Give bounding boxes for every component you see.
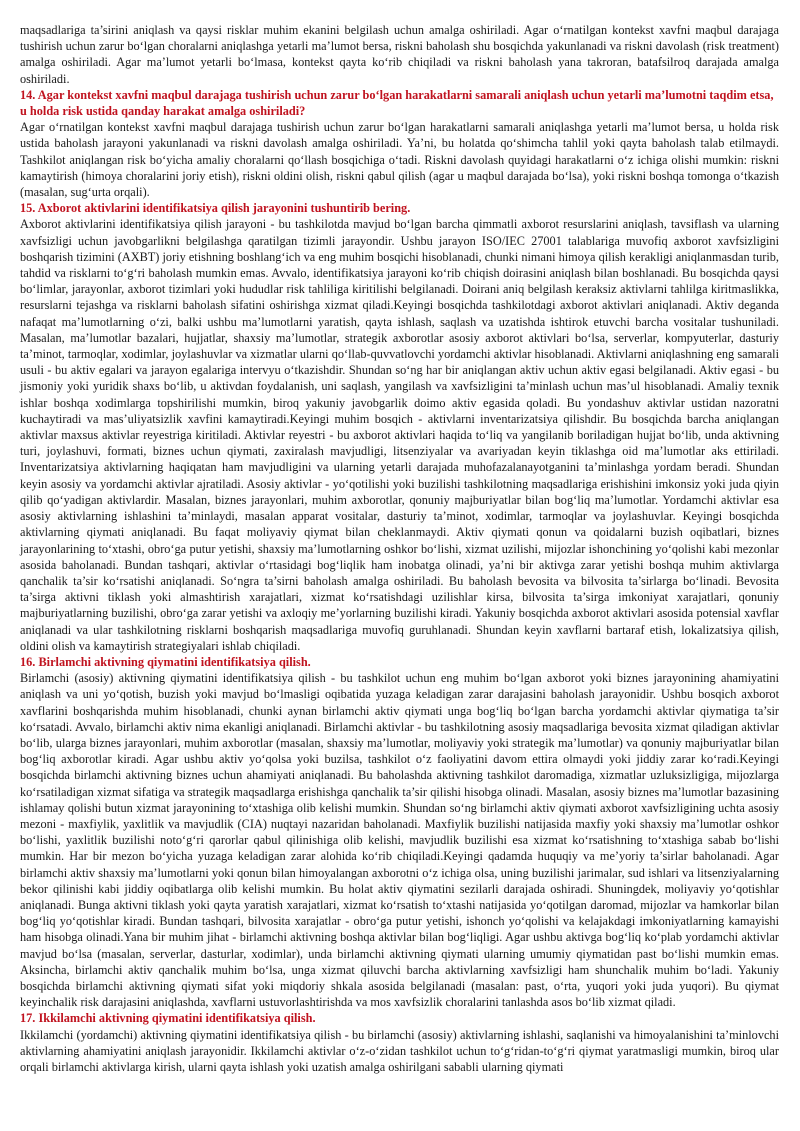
paragraph-answer-14: Agar oʻrnatilgan kontekst xavfni maqbul darajaga tushirish uchun zarur boʻlgan harakatlarni samarali aniqlashga yetarli ma’lumot bersa, u holda risk ustida baholash jarayoni yakunlanadi va riskni davolash amalga oshiriladi. Ya’ni, bu holatda qoʻshimcha tahlil yoki qayta baholash talab etilmaydi. Tashkilot aniqlangan risk boʻyicha amaliy choralarni qoʻllash bosqichiga oʻtadi. Riskni davolash quyidagi harakatlarni oʻz ichiga olishi mumkin: riskni kamaytirish (himoya choralarini joriy etish), riskni oldini olish, riskni qabul qilish (agar u maqbul darajada boʻlsa), yoki riskni boshqa tomonga oʻtkazish (masalan, sugʻurta orqali). (20, 120, 779, 200)
paragraph-answer-16: Birlamchi (asosiy) aktivning qiymatini identifikatsiya qilish - bu tashkilot uchun eng muhim boʻlgan axborot yoki biznes jarayonining ahamiyatini aniqlash va uni yoʻqotish, buzish yoki mavjud boʻlmasligi oqibatida yuzaga keladigan zarar darajasini baholash jarayonidir. Ushbu bosqich axborot xavflarini boshqarishda muhim hisoblanadi, chunki aynan birlamchi aktiv qiymati unga bogʻliq boʻlgan barcha yordamchi aktivlar qiymatiga ta’sir koʻrsatadi. Avvalo, birlamchi aktiv nima ekanligi aniqlanadi. Birlamchi aktivlar - bu tashkilotning asosiy maqsadlariga bevosita xizmat qiladigan aktivlar boʻlib, ularga biznes jarayonlari, muhim axborotlar (masalan, shaxsiy ma’lumotlar, moliyaviy yoki strategik ma’lumotlar) va qonuniy majburiyatlar bilan bogʻliq axborotlar kiradi. Agar ushbu aktiv yoʻqolsa yoki buzilsa, tashkilot oʻz faoliyatini davom ettira olmaydi yoki jiddiy zarar koʻradi.Keyingi bosqichda birlamchi aktivning biznes uchun ahamiyati aniqlanadi. Bu baholashda aktivning tashkilot daromadiga, xizmatlar uzluksizligiga, mijozlarga koʻrsatiladigan xizmat sifatiga va strategik maqsadlarga erishishga qanchalik ta’sir qilishi hisobga olinadi. Masalan, asosiy biznes ma’lumotlar bazasining ishlamay qolishi butun xizmat jarayonining toʻxtashiga olib kelishi mumkin. Shundan soʻng birlamchi aktiv qiymati axborot xavfsizligining uchta asosiy mezoni - maxfiylik, yaxlitlik va mavjudlik (CIA) nuqtayi nazaridan baholanadi. Maxfiylik buzilishi natijasida maxfiy yoki shaxsiy ma’lumotlar oshkor boʻlishi, yaxlitlik buzilishi notoʻgʻri qarorlar qabul qilinishiga olib kelishi, mavjudlik buzilishi esa xizmat koʻrsatishning toʻxtashiga sabab boʻlishi mumkin. Har bir mezon boʻyicha yuzaga keladigan zarar alohida koʻrib chiqiladi.Keyingi qadamda huquqiy va me’yoriy ta’sirlar baholanadi. Agar birlamchi aktiv shaxsiy ma’lumotlarni yoki qonun bilan himoyalangan axborotni oʻz ichiga olsa, uning buzilishi jarimalar, sud ishlari va litsenziyalarning bekor qilinishi kabi jiddiy oqibatlarga olib kelishi mumkin. Bu holat aktiv qiymatini sezilarli darajada oshiradi. Shuningdek, moliyaviy yoʻqotishlar aniqlanadi. Bunga aktivni tiklash yoki qayta yaratish xarajatlari, xizmat koʻrsatish toʻxtashi natijasida yoʻqotilgan daromad, mijozlar va hamkorlar bilan bogʻliq yoʻqotishlar kiradi. Bundan tashqari, bilvosita xarajatlar - obroʻga putur yetishi, ishonch yoʻqolishi va kelajakdagi imkoniyatlarning kamayishi ham hisobga olinadi.Yana bir muhim jihat - birlamchi aktivning boshqa aktivlar bilan bogʻliqligi. Agar ushbu aktivga bogʻliq koʻplab yordamchi aktivlar mavjud boʻlsa (masalan, serverlar, dasturlar, xodimlar), unda birlamchi aktivning qiymati ularning umumiy qiymatidan past boʻlishi mumkin emas. Aksincha, birlamchi aktiv qanchalik muhim boʻlsa, unga xizmat qiluvchi barcha aktivlarning xavfsizligi ham shunchalik muhim boʻladi. Yakuniy bosqichda birlamchi aktivning qiymati sifat yoki miqdoriy shkala asosida belgilanadi (masalan: past, oʻrta, yuqori yoki juda yuqori). Bu qiymat keyinchalik risk darajasini aniqlashda, xavflarni ustuvorlashtirishda va mos xavfsizlik choralarini tanlashda asos boʻlib xizmat qiladi. (20, 671, 779, 1010)
heading-question-16: 16. Birlamchi aktivning qiymatini identifikatsiya qilish. (20, 654, 311, 669)
paragraph-answer-17: Ikkilamchi (yordamchi) aktivning qiymatini identifikatsiya qilish - bu birlamchi (asosiy) aktivlarning ishlashi, saqlanishi va himoyalanishini ta’minlovchi aktivlarning ahamiyatini aniqlash jarayonidir. Ikkilamchi aktivlar oʻz-oʻzidan tashkilot uchun toʻgʻridan-toʻgʻri qiymat yaratmasligi mumkin, biroq ular orqali birlamchi aktivlarga kirish, ularni qayta ishlash yoki uzatish amalga oshirilgani sababli ularning qiymati (20, 1027, 779, 1074)
heading-question-17: 17. Ikkilamchi aktivning qiymatini identifikatsiya qilish. (20, 1011, 316, 1026)
paragraph-answer-15: Axborot aktivlarini identifikatsiya qilish jarayoni - bu tashkilotda mavjud boʻlgan barcha qimmatli axborot resurslarini aniqlash, tavsiflash va ularning xavfsizligi uchun javobgarlikni belgilashga qaratilgan tizimli jarayondir. Ushbu jarayon ISO/IEC 27001 talablariga muvofiq axborot xavfsizligini boshqarish tizimini (AXBT) joriy etishning boshlangʻich va eng muhim bosqichi hisoblanadi, chunki nimani himoya qilish kerakligi aniqlanmasdan turib, tahdid va risklarni toʻgʻri baholash mumkin emas. Avvalo, identifikatsiya jarayoni koʻrib chiqish doirasini aniqlash bilan boshlanadi. Bu bosqichda qaysi boʻlimlar, jarayonlar, axborot tizimlari yoki hududlar risk tahliliga kiritilishi belgilanadi. Doirani aniq belgilash keraksiz aktivlarni tahlilga kiritmaslikka, resurslarni tejashga va risklarni baholash sifatini oshirishga xizmat qiladi.Keyingi bosqichda tashkilotdagi axborot aktivlari aniqlanadi. Aktiv deganda nafaqat ma’lumotlarning oʻzi, balki ushbu ma’lumotlarni yaratish, qayta ishlash, saqlash va uzatishda ishtirok etuvchi barcha vositalar tushuniladi. Masalan, ma’lumotlar bazalari, hujjatlar, shaxsiy ma’lumotlar, strategik axborotlar asosiy axborot aktivlari boʻlsa, serverlar, kompyuterlar, dasturiy ta’minot, tarmoqlar, xodimlar, joylashuvlar va xizmatlar ularni qoʻllab-quvvatlovchi yordamchi aktivlar hisoblanadi. Aktivlarni aniqlashning eng samarali usuli - bu aktiv egalari va jarayon egalariga intervyu oʻtkazishdir. Shundan soʻng har bir aniqlangan aktiv uchun aktiv egasi belgilanadi. Aktiv egasi - bu jismoniy yoki yuridik shaxs boʻlib, u aktivdan foydalanish, uni saqlash, yangilash va xavfsizligini ta’minlash uchun mas’ul hisoblanadi. Amaliy texnik ishlar boshqa xodimlarga topshirilishi mumkin, biroq yakuniy javobgarlik doimo aktiv egasida qoladi. Bu yondashuv aktivlar ustidan nazoratni kuchaytiradi va mas’uliyatsizlik xavfini kamaytiradi.Keyingi muhim bosqich - aktivlarni inventarizatsiya qilishdir. Bu bosqichda barcha aniqlangan aktivlar maxsus aktivlar reyestriga kiritiladi. Aktivlar reyestri - bu axborot aktivlari haqida toʻliq va yangilanib boriladigan hujjat boʻlib, unda aktivning turi, joylashuvi, formati, biznes uchun qiymati, zaxiralash mavjudligi, litsenziyalar va avariyadan keyin tiklashga oid ma’lumotlar aks ettiriladi. Inventarizatsiya aktivlarning haqiqatan ham mavjudligini va ularning yetarli darajada muhofazalanayotganini ta’minlashga yordam beradi. Shundan keyin asosiy va yordamchi aktivlar ajratiladi. Asosiy aktivlar - yoʻqotilishi yoki buzilishi tashkilotning maqsadlariga erishishini imkonsiz yoki juda qiyin qilib qoʻyadigan aktivlardir. Masalan, biznes jarayonlari, muhim axborotlar, qonuniy majburiyatlar bilan bogʻliq ma’lumotlar. Yordamchi aktivlar esa asosiy aktivlarning ishlashini ta’minlaydi, masalan apparat vositalar, dasturiy ta’minot, xodimlar, tarmoqlar va joylashuvlar. Keyingi bosqichda aktivlarning qiymati aniqlanadi. Bu faqat moliyaviy qiymat bilan cheklanmaydi. Aktiv qiymati qonun va qoidalarni buzish oqibatlari, biznes jarayonlarining toʻxtashi, obroʻga putur yetishi, shaxsiy ma’lumotlarning oshkor boʻlishi, xizmat uzilishi, mijozlar ishonchining yoʻqolishi kabi mezonlar asosida baholanadi. Bundan tashqari, aktivlar oʻrtasidagi bogʻliqlik ham inobatga olinadi, ya’ni bir aktivga zarar yetishi boshqa muhim aktivlarga qanchalik ta’sir koʻrsatishi aniqlanadi. Soʻngra ta’sirni baholash amalga oshiriladi. Bu baholash bevosita va bilvosita ta’sirlarga boʻlinadi. Bevosita ta’sirga aktivni tiklash yoki almashtirish xarajatlari, xizmat koʻrsatishdagi uzilishlar kirsa, bilvosita ta’sirga imkoniyat xarajatlari, qonuniy majburiyatlarning buzilishi, obroʻga zarar yetishi va axloqiy me’yorlarning buzilishi kiradi. Yakuniy bosqichda axborot aktivlari asosida potensial xavflar aniqlanadi va ular tashkilotning risklarni boshqarish maqsadlariga muvofiq guruhlanadi. Shundan keyin xavflarni bartaraf etish, lokalizatsiya qilish, oldini olish va kamaytirish strategiyalari ishlab chiqiladi. (20, 217, 779, 653)
heading-question-15: 15. Axborot aktivlarini identifikatsiya qilish jarayonini tushuntirib bering. (20, 201, 411, 216)
paragraph-intro: maqsadlariga ta’sirini aniqlash va qaysi risklar muhim ekanini belgilash uchun amalga oshiriladi. Agar oʻrnatilgan kontekst xavfni maqbul darajaga tushirish uchun zarur boʻlgan choralarni aniqlashga yetarli ma’lumot bersa, riskni baholash shu bosqichda yakunlanadi va riskni davolash (risk treatment) amalga oshiriladi. Agar ma’lumot yetarli boʻlmasa, kontekst qayta koʻrib chiqiladi va riskni baholash yana takroran, batafsilroq darajada amalga oshiriladi. (20, 23, 779, 86)
heading-question-14: 14. Agar kontekst xavfni maqbul darajaga tushirish uchun zarur boʻlgan harakatlarni samarali aniqlash uchun yetarli ma’lumotni taqdim etsa, u holda risk ustida qanday harakat amalga oshiriladi? (20, 87, 774, 119)
